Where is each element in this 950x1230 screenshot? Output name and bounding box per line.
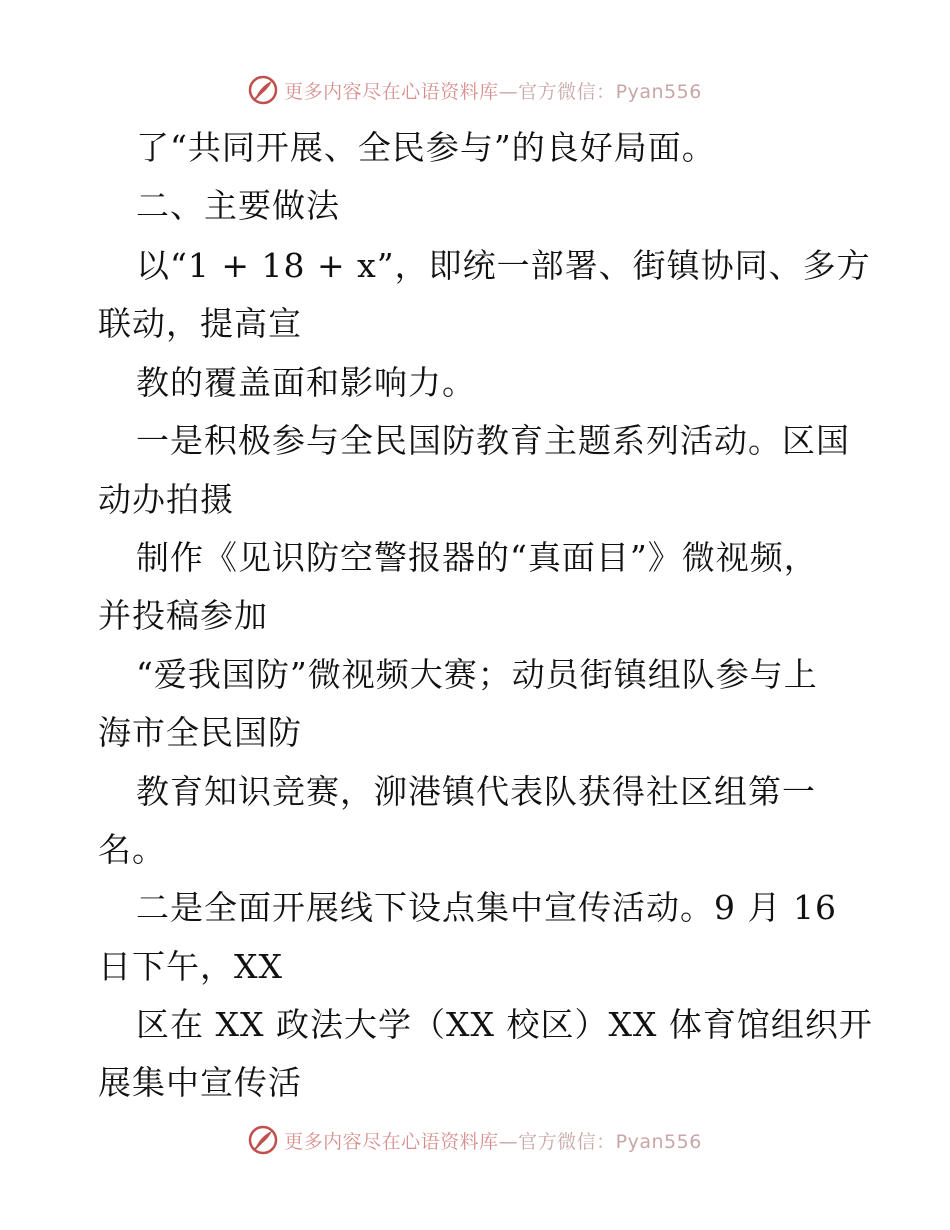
text-line: 以“1 + 18 + x”，即统一部署、街镇协同、多方 <box>136 246 871 285</box>
text-line: 二是全面开展线下设点集中宣传活动。9 月 16 <box>136 888 837 927</box>
text-line: 教育知识竞赛，泖港镇代表队获得社区组第一 <box>136 772 816 811</box>
text-line: 制作《见识防空警报器的“真面目”》微视频， <box>136 538 818 577</box>
watermark-text <box>284 1127 702 1154</box>
watermark-contact: —官方微信：Pyan556 <box>498 1130 702 1153</box>
watermark-text <box>284 77 702 104</box>
text-line: 区在 XX 政法大学（XX 校区）XX 体育馆组织开 <box>136 1005 873 1044</box>
text-line: 教的覆盖面和影响力。 <box>136 363 476 402</box>
section-heading: 二、主要做法 <box>136 186 340 225</box>
text-line: 日下午，XX <box>98 947 283 986</box>
footer-watermark <box>0 1120 950 1160</box>
text-line: “爱我国防”微视频大赛；动员街镇组队参与上 <box>136 655 818 694</box>
text-line: 展集中宣传活 <box>98 1063 302 1102</box>
text-line: 一是积极参与全民国防教育主题系列活动。区国 <box>136 421 850 460</box>
text-line: 名。 <box>98 830 166 869</box>
watermark-brand: 更多内容尽在心语资料库 <box>284 1130 499 1153</box>
text-line: 并投稿参加 <box>98 596 268 635</box>
text-line: 海市全民国防 <box>98 713 302 752</box>
watermark-contact: —官方微信：Pyan556 <box>498 80 702 103</box>
text-line: 联动，提高宣 <box>98 304 302 343</box>
watermark-brand: 更多内容尽在心语资料库 <box>284 80 499 103</box>
text-line: 动办拍摄 <box>98 480 234 519</box>
text-line: 了“共同开展、全民参与”的良好局面。 <box>136 128 716 167</box>
header-watermark <box>0 70 950 110</box>
feather-logo-icon <box>248 1125 278 1155</box>
feather-logo-icon <box>248 75 278 105</box>
